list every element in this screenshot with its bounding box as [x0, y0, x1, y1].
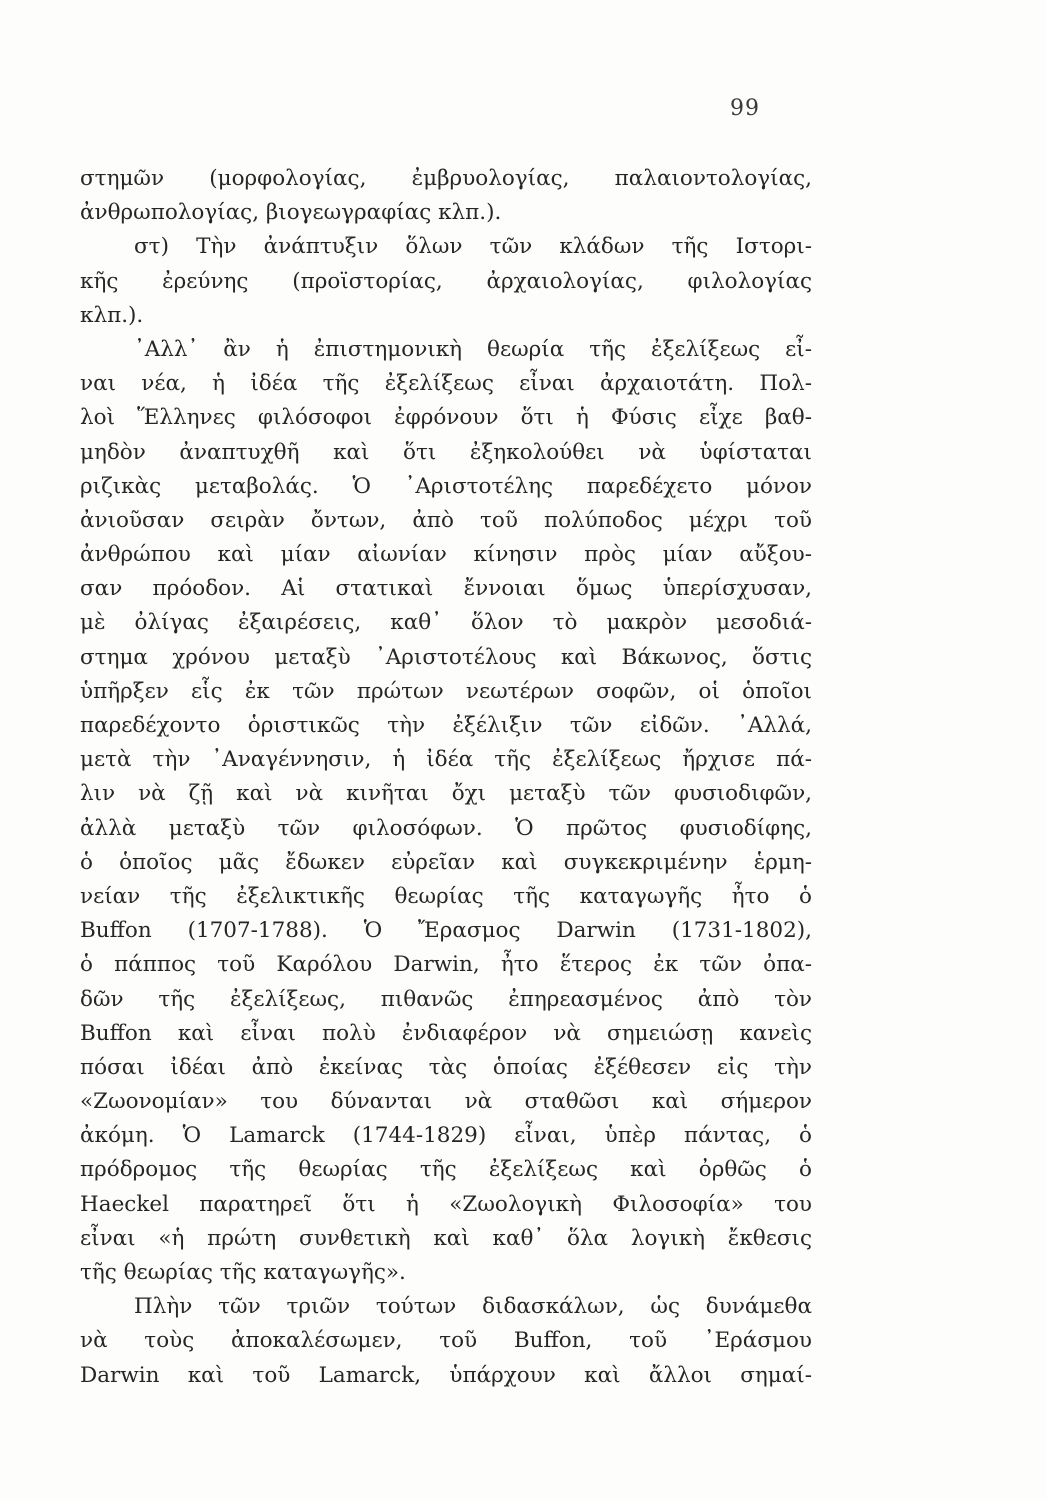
text-line: νὰ τοὺς ἀποκαλέσωμεν, τοῦ Buffon, τοῦ ᾿Εράσμου — [80, 1328, 812, 1354]
text-line: ὑπῆρξεν εἷς ἐκ τῶν πρώτων νεωτέρων σοφῶν, οἱ ὁποῖοι — [80, 678, 812, 704]
text-line: ἀνθρώπου καὶ μίαν αἰωνίαν κίνησιν πρὸς μίαν αὔξου- — [80, 542, 812, 568]
text-line: ἀνθρωπολογίας, βιογεωγραφίας κλπ.). — [80, 200, 502, 226]
text-line: ἀλλὰ μεταξὺ τῶν φιλοσόφων. Ὁ πρῶτος φυσιοδίφης, — [80, 815, 812, 841]
text-line: στημῶν (μορφολογίας, ἐμβρυολογίας, παλαιοντολογίας, — [80, 166, 812, 191]
text-line: σαν πρόοδον. Αἱ στατικαὶ ἔννοιαι ὅμως ὑπερίσχυσαν, — [80, 576, 812, 602]
text-line: ριζικὰς μεταβολάς. Ὁ ᾿Αριστοτέλης παρεδέχετο μόνον — [80, 473, 812, 499]
text-line: μετὰ τὴν ᾿Αναγέννησιν, ἡ ἰδέα τῆς ἐξελίξεως ἤρχισε πά- — [80, 747, 812, 773]
text-line: λοὶ Ἕλληνες φιλόσοφοι ἐφρόνουν ὅτι ἡ Φύσις εἶχε βαθ- — [80, 405, 812, 431]
text-line: εἶναι «ἡ πρώτη συνθετικὴ καὶ καθ᾿ ὅλα λογικὴ ἔκθεσις — [80, 1225, 812, 1251]
text-line: Buffon καὶ εἶναι πολὺ ἐνδιαφέρον νὰ σημειώσῃ κανεὶς — [80, 1020, 812, 1046]
text-line: στ) Τὴν ἀνάπτυξιν ὅλων τῶν κλάδων τῆς Ιστορι- — [134, 234, 812, 260]
text-line: Buffon (1707-1788). Ὁ Ἔρασμος Darwin (1731-1802), — [80, 918, 812, 944]
text-line: νείαν τῆς ἐξελικτικῆς θεωρίας τῆς καταγωγῆς ἦτο ὁ — [80, 883, 812, 909]
text-line: δῶν τῆς ἐξελίξεως, πιθανῶς ἐπηρεασμένος ἀπὸ τὸν — [80, 986, 812, 1012]
text-line: Darwin καὶ τοῦ Lamarck, ὑπάρχουν καὶ ἄλλοι σημαί- — [80, 1362, 812, 1388]
body-text — [80, 162, 812, 1393]
text-line: στημα χρόνου μεταξὺ ᾿Αριστοτέλους καὶ Βάκωνος, ὅστις — [80, 644, 812, 670]
text-line: ᾿Αλλ᾿ ἂν ἡ ἐπιστημονικὴ θεωρία τῆς ἐξελίξεως εἶ- — [134, 336, 812, 362]
text-line: ἀνιοῦσαν σειρὰν ὄντων, ἀπὸ τοῦ πολύποδος μέχρι τοῦ — [80, 507, 812, 533]
text-line: κλπ.). — [80, 302, 144, 328]
text-line: Haeckel παρατηρεῖ ὅτι ἡ «Ζωολογικὴ Φιλοσοφία» του — [80, 1191, 812, 1217]
text-line: ἀκόμη. Ὁ Lamarck (1744-1829) εἶναι, ὑπὲρ πάντας, ὁ — [80, 1123, 812, 1149]
text-line: λιν νὰ ζῇ καὶ νὰ κινῆται ὄχι μεταξὺ τῶν φυσιοδιφῶν, — [80, 781, 812, 807]
text-line: τῆς θεωρίας τῆς καταγωγῆς». — [80, 1260, 406, 1285]
page-number: 99 — [730, 96, 760, 121]
text-line: ὁ ὁποῖος μᾶς ἔδωκεν εὐρεῖαν καὶ συγκεκριμένην ἑρμη- — [80, 849, 812, 875]
text-line: κῆς ἐρεύνης (προϊστορίας, ἀρχαιολογίας, φιλολογίας — [80, 268, 812, 294]
text-line: πρόδρομος τῆς θεωρίας τῆς ἐξελίξεως καὶ ὀρθῶς ὁ — [80, 1157, 812, 1183]
text-line: «Ζωονομίαν» του δύνανται νὰ σταθῶσι καὶ σήμερον — [80, 1089, 812, 1115]
text-line: παρεδέχοντο ὁριστικῶς τὴν ἐξέλιξιν τῶν εἰδῶν. ᾿Αλλά, — [80, 713, 812, 738]
text-line: ὁ πάππος τοῦ Καρόλου Darwin, ἦτο ἕτερος ἐκ τῶν ὀπα- — [80, 952, 812, 978]
text-line: μὲ ὀλίγας ἐξαιρέσεις, καθ᾿ ὅλον τὸ μακρὸν μεσοδιά- — [80, 610, 812, 636]
text-line: πόσαι ἰδέαι ἀπὸ ἐκείνας τὰς ὁποίας ἐξέθεσεν εἰς τὴν — [80, 1054, 812, 1080]
text-line: Πλὴν τῶν τριῶν τούτων διδασκάλων, ὡς δυνάμεθα — [134, 1294, 812, 1320]
text-line: μηδὸν ἀναπτυχθῆ καὶ ὅτι ἐξηκολούθει νὰ ὑφίσταται — [80, 439, 812, 465]
text-line: ναι νέα, ἡ ἰδέα τῆς ἐξελίξεως εἶναι ἀρχαιοτάτη. Πολ- — [80, 371, 812, 397]
